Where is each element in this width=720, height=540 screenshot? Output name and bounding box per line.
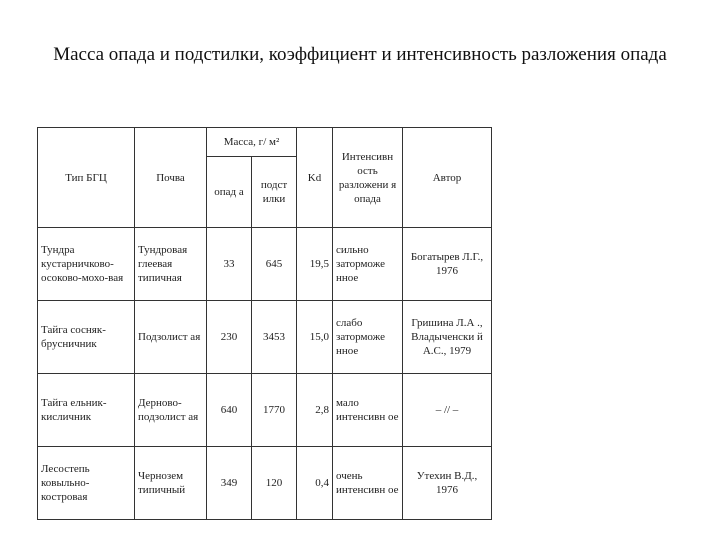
header-intensity: Интенсивн ость разложени я опада	[333, 128, 403, 228]
table-row	[38, 301, 492, 374]
cell-soil: Дерново-подзолист ая	[135, 374, 207, 447]
header-kd: Kd	[297, 128, 333, 228]
cell-litterfall: 640	[207, 374, 252, 447]
cell-litter: 120	[252, 447, 297, 520]
header-mass: Масса, г/ м²	[207, 128, 297, 157]
cell-litter: 1770	[252, 374, 297, 447]
cell-type: Тундра кустарничково-осоково-мохо-вая	[38, 228, 135, 301]
cell-author: Гришина Л.А ., Владыченски й А.С., 1979	[403, 301, 492, 374]
cell-type: Тайга сосняк-брусничник	[38, 301, 135, 374]
cell-soil: Тундровая глеевая типичная	[135, 228, 207, 301]
cell-author: Богатырев Л.Г., 1976	[403, 228, 492, 301]
cell-kd: 0,4	[297, 447, 333, 520]
cell-author: Утехин В.Д., 1976	[403, 447, 492, 520]
header-row	[38, 128, 492, 157]
cell-intensity: мало интенсивн ое	[333, 374, 403, 447]
cell-litterfall: 230	[207, 301, 252, 374]
data-table	[37, 127, 492, 520]
header-type: Тип БГЦ	[38, 128, 135, 228]
cell-intensity: очень интенсивн ое	[333, 447, 403, 520]
cell-type: Тайга ельник-кисличник	[38, 374, 135, 447]
cell-soil: Подзолист ая	[135, 301, 207, 374]
header-soil: Почва	[135, 128, 207, 228]
cell-soil: Чернозем типичный	[135, 447, 207, 520]
table-row	[38, 228, 492, 301]
cell-litterfall: 349	[207, 447, 252, 520]
cell-intensity: слабо заторможе нное	[333, 301, 403, 374]
cell-litter: 645	[252, 228, 297, 301]
table-row	[38, 447, 492, 520]
cell-author: – // –	[403, 374, 492, 447]
cell-kd: 19,5	[297, 228, 333, 301]
cell-intensity: сильно заторможе нное	[333, 228, 403, 301]
header-litter: подст илки	[252, 157, 297, 228]
cell-kd: 2,8	[297, 374, 333, 447]
cell-litter: 3453	[252, 301, 297, 374]
cell-kd: 15,0	[297, 301, 333, 374]
table-row	[38, 374, 492, 447]
header-author: Автор	[403, 128, 492, 228]
cell-type: Лесостепь ковыльно-костровая	[38, 447, 135, 520]
page-title: Масса опада и подстилки, коэффициент и интенсивность разложения опада	[53, 44, 667, 65]
cell-litterfall: 33	[207, 228, 252, 301]
header-litterfall: опад а	[207, 157, 252, 228]
